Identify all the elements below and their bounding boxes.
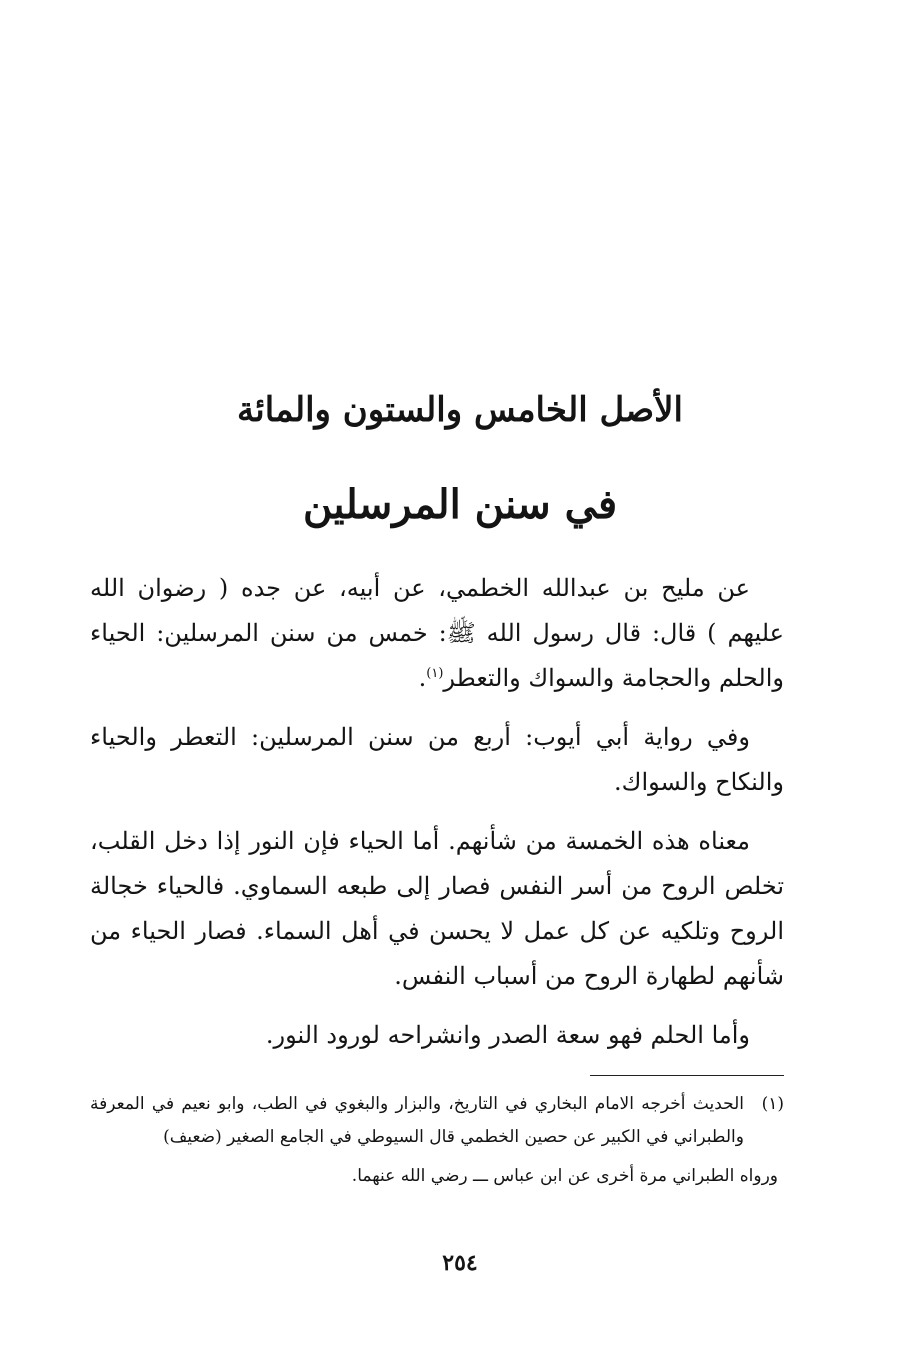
footnote-additional: ورواه الطبراني مرة أخرى عن ابن عباس ـــ رضي الله عنهما. [351, 1166, 778, 1186]
chapter-subtitle: في سنن المرسلين [302, 481, 618, 528]
paragraph-hilm: وأما الحلم فهو سعة الصدر وانشراحه لورود النور. [265, 1021, 750, 1049]
chapter-title: الأصل الخامس والستون والمائة [237, 390, 683, 430]
page-number: ٢٥٤ [442, 1250, 478, 1276]
main-text [90, 566, 784, 1072]
paragraph-hadith-text: عن مليح بن عبدالله الخطمي، عن أبيه، عن جده ( رضوان الله عليهم ) قال: قال رسول الله ﷺ: خمس من سنن المرسلين: الحياء والحلم والحجامة والسواك والتعطر [90, 574, 784, 692]
footnote-number: (١) [761, 1094, 784, 1114]
paragraph-hadith-end: . [418, 664, 427, 692]
footnote-text: الحديث أخرجه الامام البخاري في التاريخ، والبزار والبغوي في الطب، وابو نعيم في المعرفة والطبراني في الكبير عن حصين الخطمي قال السيوطي في الجامع الصغير (ضعيف) [90, 1094, 744, 1147]
footnote-1 [90, 1088, 784, 1154]
paragraph-riwaya: وفي رواية أبي أيوب: أربع من سنن المرسلين: التعطر والحياء والنكاح والسواك. [90, 723, 784, 796]
footnotes [90, 1088, 784, 1193]
footnote-reference[interactable]: (١) [426, 666, 444, 681]
footnote-divider [590, 1075, 784, 1076]
paragraph-explanation: معناه هذه الخمسة من شأنهم. أما الحياء فإن النور إذا دخل القلب، تخلص الروح من أسر النفس فصار إلى طبعه السماوي. فالحياء خجالة الروح وتلكيه عن كل عمل لا يحسن في أهل السماء. فصار الحياء من شأنهم لطهارة الروح من أسباب النفس. [90, 827, 784, 990]
paragraph-hadith [90, 566, 784, 701]
